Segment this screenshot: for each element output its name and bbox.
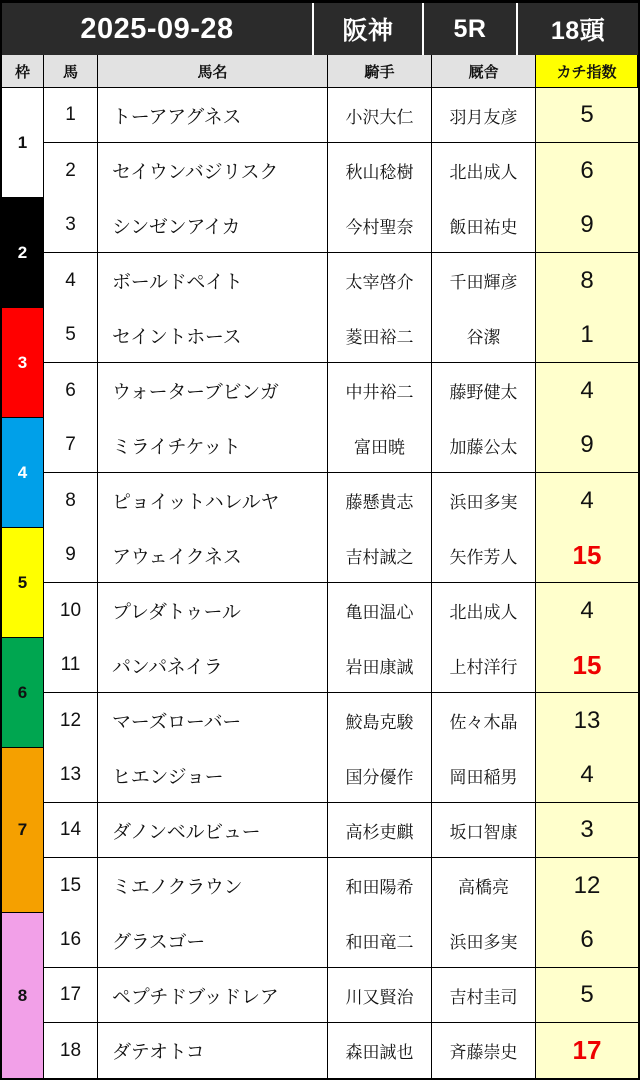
horse-name: セイントホース (98, 308, 328, 362)
horse-number: 11 (44, 638, 98, 692)
horse-number: 8 (44, 473, 98, 528)
waku-group (2, 913, 638, 1078)
column-header-horse-name: 馬名 (98, 55, 328, 87)
stable-name: 岡田稲男 (432, 748, 536, 802)
jockey-name: 今村聖奈 (328, 198, 432, 252)
jockey-name: 亀田温心 (328, 583, 432, 638)
horse-number: 4 (44, 253, 98, 308)
horse-name: マーズローバー (98, 693, 328, 748)
race-horse-count: 18頭 (550, 17, 606, 45)
table-row[interactable] (44, 803, 638, 858)
kachi-score: 4 (536, 583, 638, 638)
horse-name: ミエノクラウン (98, 858, 328, 913)
jockey-name: 吉村誠之 (328, 528, 432, 582)
stable-name: 浜田多実 (432, 473, 536, 528)
table-row[interactable] (44, 528, 638, 583)
column-header-jockey: 騎手 (328, 55, 432, 87)
waku-group-rows (44, 528, 638, 638)
jockey-name: 中井裕二 (328, 363, 432, 418)
horse-name: ミライチケット (98, 418, 328, 472)
horse-number: 17 (44, 968, 98, 1022)
horse-number: 9 (44, 528, 98, 582)
kachi-score: 5 (536, 88, 638, 142)
jockey-name: 藤懸貴志 (328, 473, 432, 528)
waku-group (2, 308, 638, 418)
race-course: 阪神 (314, 3, 424, 55)
race-number: 5R (424, 3, 518, 55)
kachi-score: 4 (536, 748, 638, 802)
table-row[interactable] (44, 858, 638, 913)
stable-name: 北出成人 (432, 583, 536, 638)
table-row[interactable] (44, 638, 638, 693)
stable-name: 北出成人 (432, 143, 536, 198)
kachi-score: 4 (536, 473, 638, 528)
horse-number: 13 (44, 748, 98, 802)
jockey-name: 和田陽希 (328, 858, 432, 913)
horse-name: シンゼンアイカ (98, 198, 328, 252)
table-row[interactable] (44, 968, 638, 1023)
horse-number: 5 (44, 308, 98, 362)
table-body (2, 88, 638, 1078)
horse-name: ウォーターブビンガ (98, 363, 328, 418)
stable-name: 吉村圭司 (432, 968, 536, 1022)
table-row[interactable] (44, 1023, 638, 1078)
waku-number: 5 (2, 528, 44, 638)
race-date: 2025-09-28 (2, 3, 314, 55)
stable-name: 千田輝彦 (432, 253, 536, 308)
stable-name: 羽月友彦 (432, 88, 536, 142)
jockey-name: 国分優作 (328, 748, 432, 802)
jockey-name: 小沢大仁 (328, 88, 432, 142)
table-row[interactable] (44, 693, 638, 748)
horse-name: セイウンバジリスク (98, 143, 328, 198)
horse-name: ダノンベルビュー (98, 803, 328, 857)
stable-name: 佐々木晶 (432, 693, 536, 748)
table-row[interactable] (44, 143, 638, 198)
horse-number: 1 (44, 88, 98, 142)
waku-group (2, 418, 638, 528)
stable-name: 浜田多実 (432, 913, 536, 967)
waku-number: 3 (2, 308, 44, 418)
horse-name: ヒエンジョー (98, 748, 328, 802)
kachi-score: 15 (536, 638, 638, 692)
horse-number: 7 (44, 418, 98, 472)
horse-name: ダテオトコ (98, 1023, 328, 1078)
horse-name: ピョイットハレルヤ (98, 473, 328, 528)
waku-number: 4 (2, 418, 44, 528)
waku-group-rows (44, 88, 638, 198)
waku-group (2, 198, 638, 308)
stable-name: 斉藤崇史 (432, 1023, 536, 1078)
table-row[interactable] (44, 748, 638, 803)
horse-number: 14 (44, 803, 98, 857)
waku-number: 2 (2, 198, 44, 308)
stable-name: 加藤公太 (432, 418, 536, 472)
stable-name: 高橋亮 (432, 858, 536, 913)
jockey-name: 岩田康誠 (328, 638, 432, 692)
horse-name: プレダトゥール (98, 583, 328, 638)
horse-name: アウェイクネス (98, 528, 328, 582)
stable-name: 谷潔 (432, 308, 536, 362)
jockey-name: 川又賢治 (328, 968, 432, 1022)
table-row[interactable] (44, 88, 638, 143)
waku-number: 8 (2, 913, 44, 1078)
kachi-score: 4 (536, 363, 638, 418)
kachi-score: 5 (536, 968, 638, 1022)
waku-number: 1 (2, 88, 44, 198)
horse-number: 10 (44, 583, 98, 638)
kachi-score: 9 (536, 198, 638, 252)
waku-group (2, 638, 638, 748)
table-row[interactable] (44, 363, 638, 418)
kachi-score: 3 (536, 803, 638, 857)
stable-name: 藤野健太 (432, 363, 536, 418)
jockey-name: 菱田裕二 (328, 308, 432, 362)
waku-number: 6 (2, 638, 44, 748)
column-header-uma: 馬 (44, 55, 98, 87)
table-row[interactable] (44, 418, 638, 473)
table-row[interactable] (44, 198, 638, 253)
stable-name: 上村洋行 (432, 638, 536, 692)
horse-number: 16 (44, 913, 98, 967)
horse-number: 3 (44, 198, 98, 252)
waku-group (2, 748, 638, 913)
table-row[interactable] (44, 913, 638, 968)
horse-name: ボールドペイト (98, 253, 328, 308)
kachi-score: 15 (536, 528, 638, 582)
waku-group-rows (44, 638, 638, 748)
column-header-stable: 厩舎 (432, 55, 536, 87)
jockey-name: 森田誠也 (328, 1023, 432, 1078)
horse-name: パンパネイラ (98, 638, 328, 692)
horse-name: グラスゴー (98, 913, 328, 967)
kachi-score: 9 (536, 418, 638, 472)
jockey-name: 富田暁 (328, 418, 432, 472)
kachi-score: 13 (536, 693, 638, 748)
race-header (2, 3, 638, 55)
stable-name: 矢作芳人 (432, 528, 536, 582)
horse-name: トーアアグネス (98, 88, 328, 142)
table-row[interactable] (44, 253, 638, 308)
jockey-name: 高杉吏麒 (328, 803, 432, 857)
horse-number: 2 (44, 143, 98, 198)
waku-group-rows (44, 198, 638, 308)
kachi-score: 6 (536, 913, 638, 967)
jockey-name: 和田竜二 (328, 913, 432, 967)
table-row[interactable] (44, 473, 638, 528)
horse-number: 18 (44, 1023, 98, 1078)
table-row[interactable] (44, 308, 638, 363)
horse-name: ペプチドブッドレア (98, 968, 328, 1022)
waku-group (2, 88, 638, 198)
kachi-score: 6 (536, 143, 638, 198)
kachi-score: 1 (536, 308, 638, 362)
column-header-score: カチ指数 (536, 55, 638, 87)
jockey-name: 太宰啓介 (328, 253, 432, 308)
horse-number: 15 (44, 858, 98, 913)
column-header-waku: 枠 (2, 55, 44, 87)
waku-group (2, 528, 638, 638)
waku-group-rows (44, 913, 638, 1078)
waku-number: 7 (2, 748, 44, 913)
kachi-score: 17 (536, 1023, 638, 1078)
stable-name: 坂口智康 (432, 803, 536, 857)
jockey-name: 鮫島克駿 (328, 693, 432, 748)
waku-group-rows (44, 308, 638, 418)
horse-number: 12 (44, 693, 98, 748)
table-row[interactable] (44, 583, 638, 638)
waku-group-rows (44, 748, 638, 913)
waku-group-rows (44, 418, 638, 528)
table-column-header (2, 55, 638, 88)
jockey-name: 秋山稔樹 (328, 143, 432, 198)
horse-number: 6 (44, 363, 98, 418)
kachi-score: 8 (536, 253, 638, 308)
stable-name: 飯田祐史 (432, 198, 536, 252)
kachi-score: 12 (536, 858, 638, 913)
